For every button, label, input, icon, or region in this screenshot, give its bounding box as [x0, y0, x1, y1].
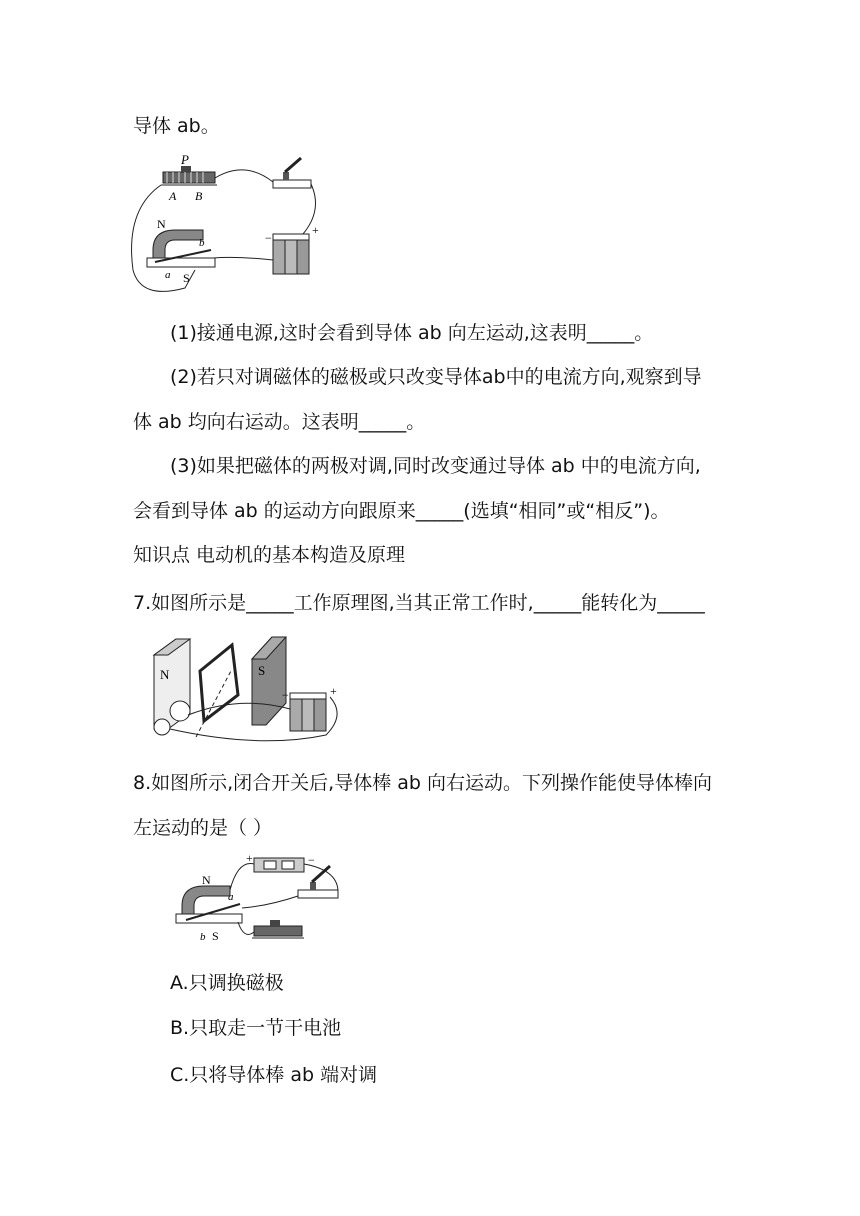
q7-text: 7.如图所示是_____工作原理图,当其正常工作时,_____能转化为_____ [133, 592, 705, 614]
coil-icon [196, 645, 238, 737]
q8-option-a: A.只调换磁极 [170, 972, 284, 994]
knowledge-point-heading: 知识点 电动机的基本构造及原理 [133, 544, 406, 566]
q7-battery-minus: − [282, 688, 289, 702]
q8-battery-minus: − [308, 853, 315, 867]
label-p: P [181, 152, 189, 167]
q6-circuit-diagram [125, 150, 325, 300]
q6-part3-line2: 会看到导体 ab 的运动方向跟原来_____(选填“相同”或“相反”)。 [133, 500, 670, 522]
q7-label-s: S [258, 663, 266, 678]
q8-line2: 左运动的是（ ） [133, 817, 273, 839]
q8-label-a-lower: a [228, 891, 234, 903]
battery-minus: − [265, 231, 272, 245]
label-a-upper: A [169, 189, 177, 203]
rheostat-icon [161, 166, 217, 185]
battery-icon [273, 234, 309, 274]
q6-part1: (1)接通电源,这时会看到导体 ab 向左运动,这表明_____。 [170, 322, 654, 344]
q8-rheostat-icon [252, 920, 304, 938]
q8-option-c: C.只将导体棒 ab 端对调 [170, 1064, 378, 1086]
q8-battery-plus: + [246, 851, 253, 865]
q7-battery-icon [290, 693, 326, 731]
magnet-icon [147, 230, 215, 267]
q8-circuit-figure [168, 850, 368, 960]
switch-icon [273, 158, 311, 188]
q7-label-n: N [160, 667, 170, 682]
q7-motor-diagram [140, 625, 355, 755]
q8-battery-icon [254, 858, 304, 872]
q8-label-b-lower: b [200, 931, 206, 943]
q8-label-n: N [202, 873, 211, 887]
q6-circuit-figure [125, 150, 325, 300]
q6-part2-line1: (2)若只对调磁体的磁极或只改变导体ab中的电流方向,观察到导 [170, 366, 702, 388]
label-b-lower: b [199, 237, 205, 249]
q8-label-s: S [212, 929, 219, 943]
label-b-upper: B [195, 189, 203, 203]
q7-battery-plus: + [330, 684, 337, 698]
q8-circuit-diagram [168, 850, 368, 960]
q6-part2-line2: 体 ab 均向右运动。这表明_____。 [133, 411, 426, 433]
label-s: S [183, 271, 190, 285]
s-pole-magnet-icon [252, 637, 286, 725]
q6-intro-tail: 导体 ab。 [133, 115, 220, 137]
battery-plus: + [312, 223, 319, 237]
q7-motor-figure [140, 625, 355, 755]
label-n: N [157, 217, 166, 231]
q8-line1: 8.如图所示,闭合开关后,导体棒 ab 向右运动。下列操作能使导体棒向 [133, 772, 712, 794]
q6-part3-line1: (3)如果把磁体的两极对调,同时改变通过导体 ab 中的电流方向, [170, 455, 701, 477]
q8-option-b: B.只取走一节干电池 [170, 1017, 342, 1039]
label-a-lower: a [165, 269, 171, 281]
